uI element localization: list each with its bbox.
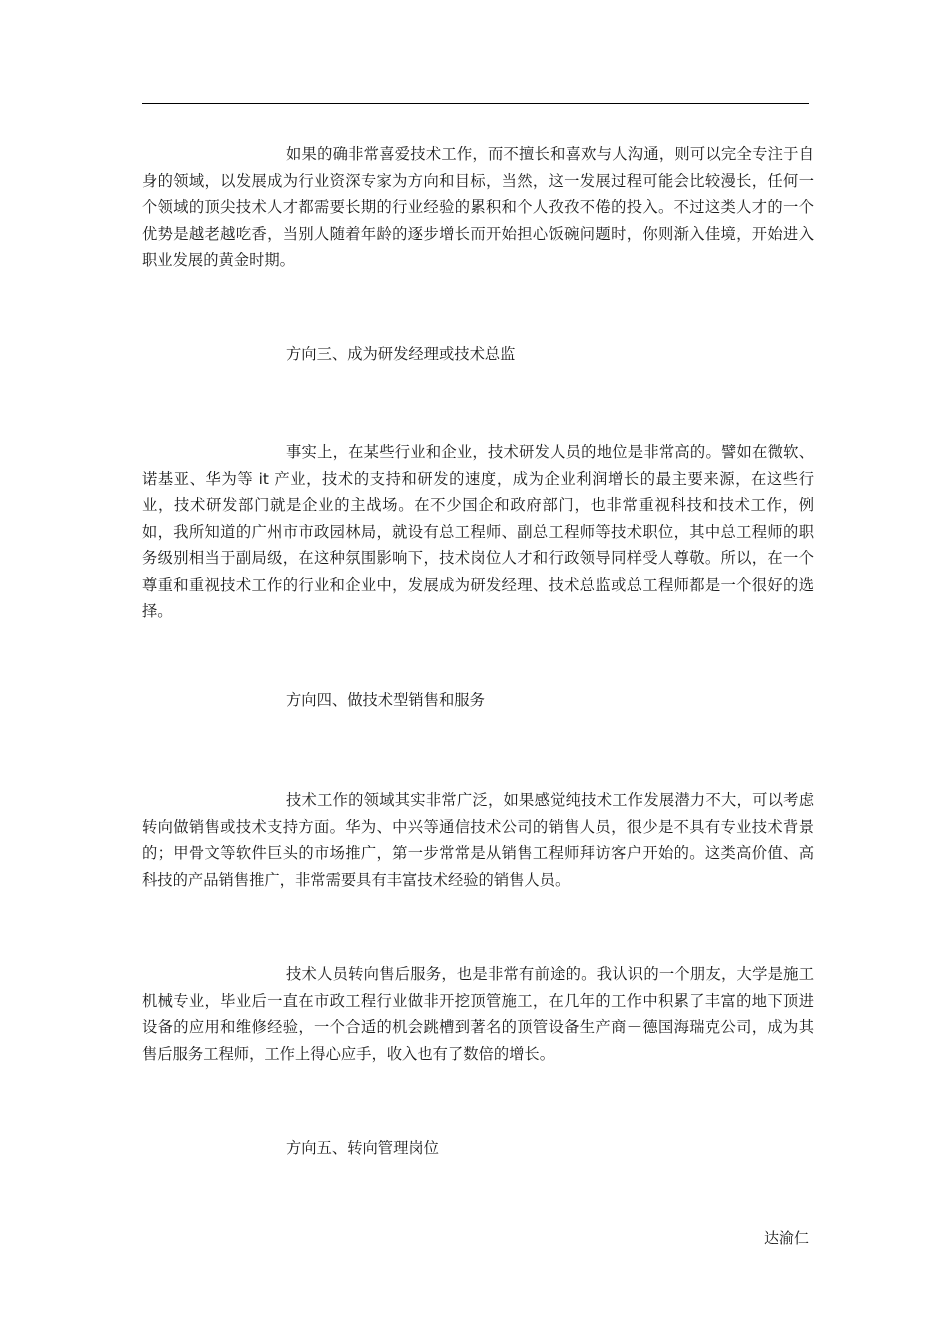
paragraph-technical-sales: 技术工作的领域其实非常广泛，如果感觉纯技术工作发展潜力不大，可以考虑转向做销售或技术支持方面。华为、中兴等通信技术公司的销售人员，很少是不具有专业技术背景的；甲骨文等软件巨头的市场推广，第一步常常是从销售工程师拜访客户开始的。这类高价值、高科技的产品销售推广，非常需要具有丰富技术经验的销售人员。 xyxy=(142,791,814,889)
heading-direction-three: 方向三、成为研发经理或技术总监 xyxy=(286,345,516,363)
footer-author: 达渝仁 xyxy=(763,1229,809,1247)
paragraph-rd-manager: 事实上，在某些行业和企业，技术研发人员的地位是非常高的。譬如在微软、诺基亚、华为等 it 产业，技术的支持和研发的速度，成为企业利润增长的最主要来源，在这些行业，技术研发部门就是企业的主战场。在不少国企和政府部门，也非常重视科技和技术工作，例如，我所知道的广州市市政园林局，就设有总工程师、副总工程师等技术职位，其中总工程师的职务级别相当于副局级，在这种氛围影响下，技术岗位人才和行政领导同样受人尊敬。所以，在一个尊重和重视技术工作的行业和企业中，发展成为研发经理、技术总监或总工程师都是一个很好的选择。 xyxy=(142,443,814,620)
paragraph-after-sales: 技术人员转向售后服务，也是非常有前途的。我认识的一个朋友，大学是施工机械专业，毕业后一直在市政工程行业做非开挖顶管施工，在几年的工作中积累了丰富的地下顶进设备的应用和维修经验，一个合适的机会跳槽到著名的顶管设备生产商－德国海瑞克公司，成为其售后服务工程师，工作上得心应手，收入也有了数倍的增长。 xyxy=(142,965,814,1063)
heading-direction-four: 方向四、做技术型销售和服务 xyxy=(286,691,485,709)
heading-direction-five: 方向五、转向管理岗位 xyxy=(286,1139,439,1157)
header-rule xyxy=(142,103,809,104)
paragraph-expert-path: 如果的确非常喜爱技术工作，而不擅长和喜欢与人沟通，则可以完全专注于自身的领域，以发展成为行业资深专家为方向和目标，当然，这一发展过程可能会比较漫长，任何一个领域的顶尖技术人才都需要长期的行业经验的累积和个人孜孜不倦的投入。不过这类人才的一个优势是越老越吃香，当别人随着年龄的逐步增长而开始担心饭碗问题时，你则渐入佳境，开始进入职业发展的黄金时期。 xyxy=(142,145,814,269)
